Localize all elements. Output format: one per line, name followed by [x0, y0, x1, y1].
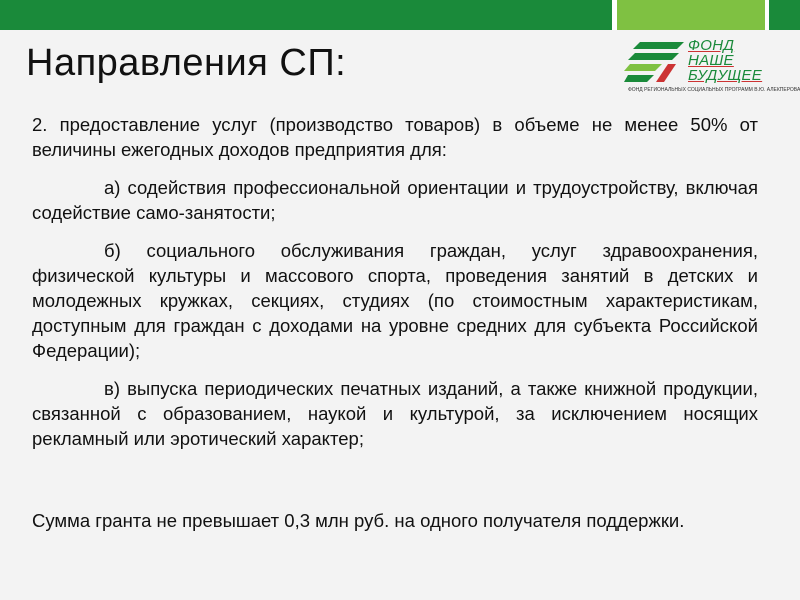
- slide-body: [32, 112, 758, 464]
- band-dark-green-segment: [769, 0, 800, 30]
- slide-title: Направления СП:: [26, 42, 347, 84]
- band-dark-green-segment: [0, 0, 612, 30]
- body-paragraph: в) выпуска периодических печатных изданий, а также книжной продукции, связанной с образованием, наукой и культурой, за исключением носящих рекламный или эротический характер;: [32, 378, 758, 449]
- top-color-band: [0, 0, 800, 30]
- logo-stripes-icon: [624, 36, 694, 88]
- logo-subtitle: ФОНД РЕГИОНАЛЬНЫХ СОЦИАЛЬНЫХ ПРОГРАММ В.Ю. АЛЕКПЕРОВА: [628, 87, 800, 93]
- logo-text-line: НАШЕ: [688, 52, 734, 69]
- body-paragraph: 2. предоставление услуг (производство товаров) в объеме не менее 50% от величины ежегодных доходов предприятия для:: [32, 114, 758, 160]
- fund-logo: [624, 36, 800, 96]
- band-light-green-segment: [617, 0, 765, 30]
- body-paragraph: б) социального обслуживания граждан, услуг здравоохранения, физической культуры и массового спорта, проведения занятий в детских и молодежных кружках, секциях, студиях (по стоимостным характеристикам, доступным для граждан с доходами на уровне средних для субъекта Российской Федерации);: [32, 240, 758, 361]
- logo-text-line: ФОНД: [688, 37, 735, 54]
- body-paragraph: а) содействия профессиональной ориентации и трудоустройству, включая содействие само-занятости;: [32, 177, 758, 223]
- logo-text-line: БУДУЩЕЕ: [688, 67, 763, 84]
- grant-summary: Сумма гранта не превышает 0,3 млн руб. на одного получателя поддержки.: [32, 510, 685, 531]
